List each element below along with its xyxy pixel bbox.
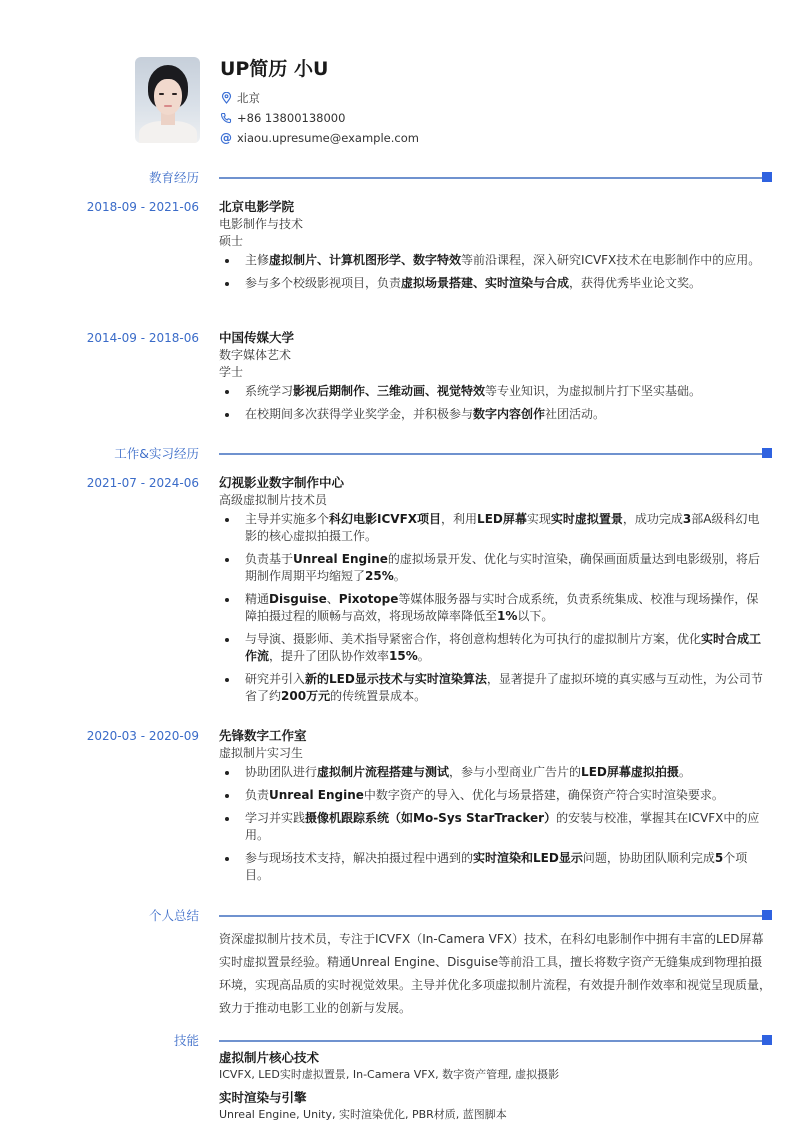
job-title: 高级虚拟制片技术员 xyxy=(219,493,328,507)
bullet-item: 负责基于Unreal Engine的虚拟场景开发、优化与实时渲染，确保画面质量达到电影级别，将后期制作周期平均缩短了25%。 xyxy=(219,551,769,585)
school-name: 北京电影学院 xyxy=(219,199,295,214)
resume-header xyxy=(135,57,419,148)
skill-group xyxy=(219,1088,771,1123)
major: 电影制作与技术 xyxy=(219,217,304,231)
phone-icon xyxy=(220,112,232,124)
phone-text: +86 13800138000 xyxy=(237,111,346,125)
degree: 硕士 xyxy=(219,234,244,248)
section-title: 技能 xyxy=(173,1033,199,1048)
email-row xyxy=(220,128,419,148)
skill-group-title: 实时渲染与引擎 xyxy=(219,1090,307,1105)
section-marker xyxy=(762,172,772,182)
map-pin-icon xyxy=(220,92,232,104)
section-header-summary xyxy=(0,904,800,924)
skills-list xyxy=(219,1048,771,1128)
bullet-item: 在校期间多次获得学业奖学金，并积极参与数字内容创作社团活动。 xyxy=(219,406,769,423)
company-name: 先锋数字工作室 xyxy=(219,728,307,743)
bullet-list xyxy=(219,383,769,423)
bullet-list xyxy=(219,252,769,292)
section-header-skills xyxy=(0,1029,800,1049)
major: 数字媒体艺术 xyxy=(219,348,292,362)
section-header-education xyxy=(0,166,800,186)
school-name: 中国传媒大学 xyxy=(219,330,295,345)
skill-group-items: ICVFX, LED实时虚拟置景, In-Camera VFX, 数字资产管理, 虚拟摄影 xyxy=(219,1068,560,1081)
section-header-work xyxy=(0,442,800,462)
section-title: 教育经历 xyxy=(148,170,199,185)
contact-info xyxy=(220,57,419,148)
bullet-item: 系统学习影视后期制作、三维动画、视觉特效等专业知识，为虚拟制片打下坚实基础。 xyxy=(219,383,769,400)
bullet-item: 负责Unreal Engine中数字资产的导入、优化与场景搭建，确保资产符合实时渲染要求。 xyxy=(219,787,769,804)
section-marker xyxy=(762,448,772,458)
entry-date: 2020-03 - 2020-09 xyxy=(86,729,199,743)
section-marker xyxy=(762,1035,772,1045)
phone-row xyxy=(220,108,419,128)
bullet-item: 主导并实施多个科幻电影ICVFX项目，利用LED屏幕实现实时虚拟置景，成功完成3部A级科幻电影的核心虚拟拍摄工作。 xyxy=(219,511,769,545)
bullet-item: 参与多个校级影视项目，负责虚拟场景搭建、实时渲染与合成，获得优秀毕业论文奖。 xyxy=(219,275,769,292)
skill-group-title: 虚拟制片核心技术 xyxy=(219,1050,320,1065)
section-divider xyxy=(219,1040,763,1042)
section-divider xyxy=(219,177,763,179)
at-sign-icon: @ xyxy=(220,131,232,145)
bullet-item: 研究并引入新的LED显示技术与实时渲染算法，显著提升了虚拟环境的真实感与互动性，为公司节省了约200万元的传统置景成本。 xyxy=(219,671,769,705)
bullet-list xyxy=(219,511,769,705)
bullet-item: 参与现场技术支持，解决拍摄过程中遇到的实时渲染和LED显示问题，协助团队顺利完成5个项目。 xyxy=(219,850,769,884)
entry-date: 2014-09 - 2018-06 xyxy=(86,331,199,345)
bullet-item: 主修虚拟制片、计算机图形学、数字特效等前沿课程，深入研究ICVFX技术在电影制作中的应用。 xyxy=(219,252,769,269)
location-text: 北京 xyxy=(237,91,260,105)
bullet-item: 与导演、摄影师、美术指导紧密合作，将创意构想转化为可执行的虚拟制片方案，优化实时合成工作流，提升了团队协作效率15%。 xyxy=(219,631,769,665)
bullet-item: 精通Disguise、Pixotope等媒体服务器与实时合成系统，负责系统集成、校准与现场操作，保障拍摄过程的顺畅与高效，将现场故障率降低至1%以下。 xyxy=(219,591,769,625)
degree: 学士 xyxy=(219,365,244,379)
job-title: 虚拟制片实习生 xyxy=(219,746,304,760)
entry-date: 2018-09 - 2021-06 xyxy=(86,200,199,214)
skill-group xyxy=(219,1048,771,1083)
bullet-list xyxy=(219,764,769,884)
company-name: 幻视影业数字制作中心 xyxy=(219,475,345,490)
skill-group-items: Unreal Engine, Unity, 实时渲染优化, PBR材质, 蓝图脚本 xyxy=(219,1108,507,1121)
section-title: 工作&实习经历 xyxy=(114,446,199,461)
summary-text: 资深虚拟制片技术员，专注于ICVFX（In-Camera VFX）技术，在科幻电影制作中拥有丰富的LED屏幕实时虚拟置景经验。精通Unreal Engine、Disguise等前沿工具，擅长将数字资产无缝集成到物理拍摄环境，实现高品质的实时视觉效果。主导并优化多项虚拟制片流程，有效提升制作效率和视觉呈现质量，致力于推动电影工业的创新与发展。 xyxy=(219,932,772,1015)
section-title: 个人总结 xyxy=(148,908,199,923)
profile-photo xyxy=(135,57,200,143)
section-marker xyxy=(762,910,772,920)
bullet-item: 学习并实践摄像机跟踪系统（如Mo-Sys StarTracker）的安装与校准，掌握其在ICVFX中的应用。 xyxy=(219,810,769,844)
section-divider xyxy=(219,453,763,455)
location-row xyxy=(220,88,419,108)
entry-date: 2021-07 - 2024-06 xyxy=(86,476,199,490)
email-text: xiaou.upresume@example.com xyxy=(237,131,419,145)
candidate-name: UP简历 小U xyxy=(220,58,329,80)
bullet-item: 协助团队进行虚拟制片流程搭建与测试，参与小型商业广告片的LED屏幕虚拟拍摄。 xyxy=(219,764,769,781)
section-divider xyxy=(219,915,763,917)
